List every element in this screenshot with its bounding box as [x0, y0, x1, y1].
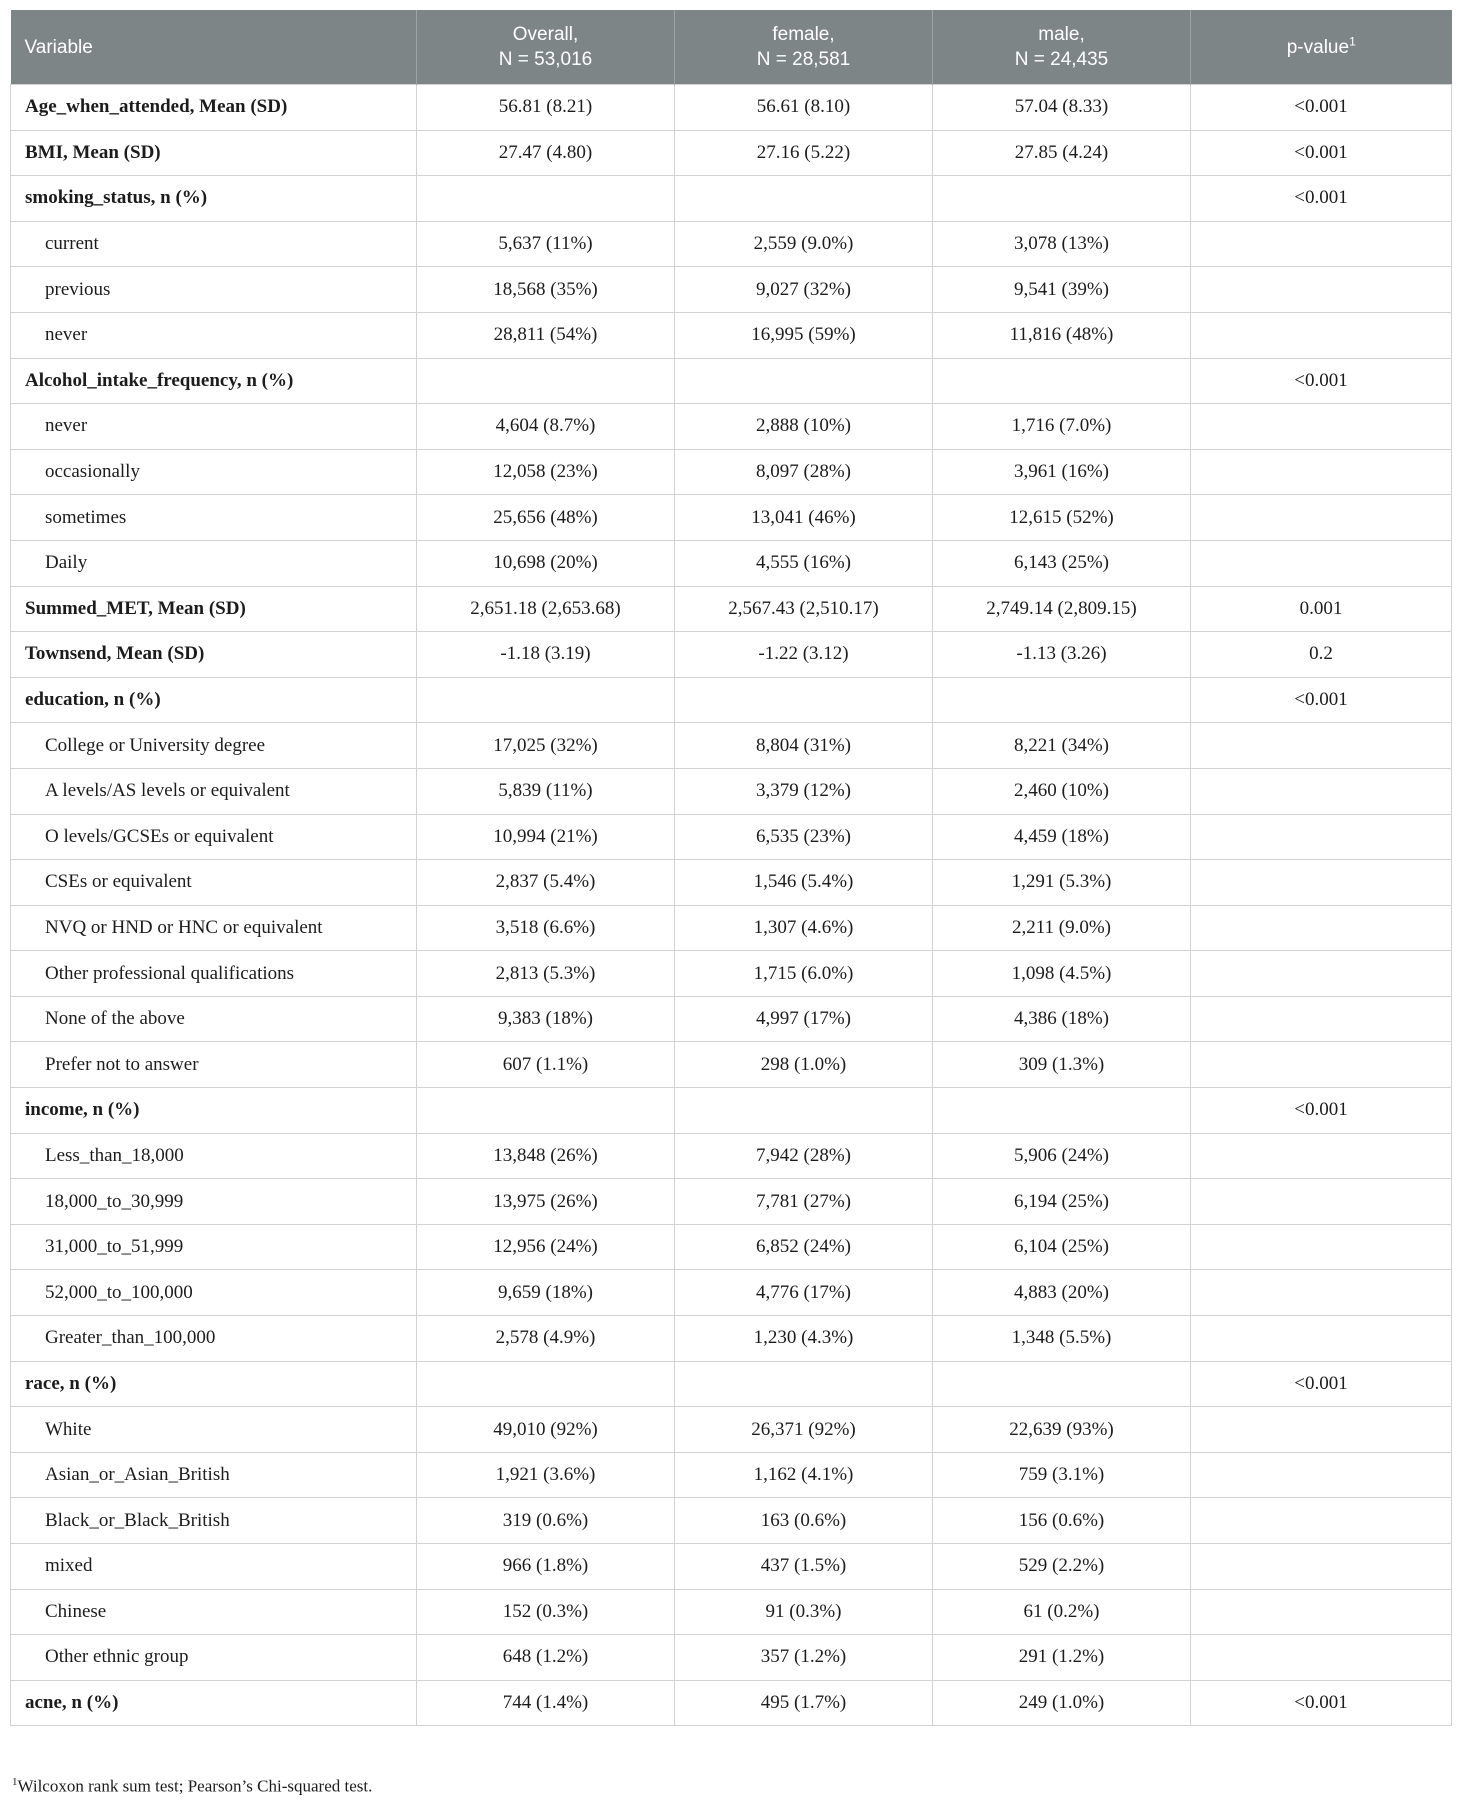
cell-male: 1,348 (5.5%): [933, 1316, 1191, 1362]
cell-male: [933, 677, 1191, 723]
cell-female: 1,546 (5.4%): [675, 860, 933, 906]
cell-overall: 28,811 (54%): [417, 312, 675, 358]
cell-male: 4,386 (18%): [933, 996, 1191, 1042]
table-row-category: [11, 1589, 1452, 1635]
column-header-variable-label: Variable: [24, 36, 93, 58]
cell-overall: [417, 176, 675, 222]
cell-male: 529 (2.2%): [933, 1544, 1191, 1590]
footnote-text: Wilcoxon rank sum test; Pearson’s Chi-squared test.: [17, 1776, 373, 1796]
table-row-variable-header: [11, 632, 1452, 678]
cell-pvalue: [1191, 951, 1452, 997]
column-header-female-line2: N = 28,581: [756, 49, 851, 70]
cell-variable: mixed: [11, 1544, 417, 1590]
cell-overall: 1,921 (3.6%): [417, 1452, 675, 1498]
cell-variable: previous: [11, 267, 417, 313]
cell-variable: never: [11, 404, 417, 450]
cell-female: 4,997 (17%): [675, 996, 933, 1042]
cell-variable: current: [11, 221, 417, 267]
cell-pvalue: [1191, 1224, 1452, 1270]
cell-female: 8,804 (31%): [675, 723, 933, 769]
cell-overall: 607 (1.1%): [417, 1042, 675, 1088]
table-row-category: [11, 1498, 1452, 1544]
table-row-category: [11, 996, 1452, 1042]
cell-pvalue: [1191, 905, 1452, 951]
cell-female: [675, 1361, 933, 1407]
cell-variable: White: [11, 1407, 417, 1453]
cell-pvalue: [1191, 768, 1452, 814]
cell-overall: 5,839 (11%): [417, 768, 675, 814]
cell-pvalue: 0.001: [1191, 586, 1452, 632]
cell-pvalue: <0.001: [1191, 358, 1452, 404]
cell-variable: race, n (%): [11, 1361, 417, 1407]
cell-variable: acne, n (%): [11, 1680, 417, 1726]
cell-male: 291 (1.2%): [933, 1635, 1191, 1681]
cell-overall: [417, 1361, 675, 1407]
table-row-category: [11, 1224, 1452, 1270]
cell-female: [675, 358, 933, 404]
cell-overall: 25,656 (48%): [417, 495, 675, 541]
column-header-pvalue-label: p-value: [1286, 36, 1350, 58]
table-row-category: [11, 495, 1452, 541]
cell-pvalue: [1191, 1407, 1452, 1453]
cell-male: 6,143 (25%): [933, 540, 1191, 586]
cell-male: 2,211 (9.0%): [933, 905, 1191, 951]
cell-female: 1,307 (4.6%): [675, 905, 933, 951]
cell-overall: 49,010 (92%): [417, 1407, 675, 1453]
cell-overall: 152 (0.3%): [417, 1589, 675, 1635]
cell-pvalue: <0.001: [1191, 677, 1452, 723]
cell-male: 2,749.14 (2,809.15): [933, 586, 1191, 632]
table-row-variable-header: [11, 586, 1452, 632]
cell-overall: 56.81 (8.21): [417, 85, 675, 131]
cell-overall: 648 (1.2%): [417, 1635, 675, 1681]
cell-male: 3,078 (13%): [933, 221, 1191, 267]
cell-pvalue: [1191, 723, 1452, 769]
cell-pvalue: [1191, 1452, 1452, 1498]
cell-variable: sometimes: [11, 495, 417, 541]
cell-variable: Alcohol_intake_frequency, n (%): [11, 358, 417, 404]
cell-variable: CSEs or equivalent: [11, 860, 417, 906]
table-row-variable-header: [11, 85, 1452, 131]
cell-female: 4,776 (17%): [675, 1270, 933, 1316]
table-row-category: [11, 540, 1452, 586]
table-row-category: [11, 404, 1452, 450]
column-header-pvalue-footnote-marker: 1: [1349, 34, 1356, 49]
cell-female: 495 (1.7%): [675, 1680, 933, 1726]
cell-pvalue: [1191, 1544, 1452, 1590]
cell-male: 3,961 (16%): [933, 449, 1191, 495]
table-row-variable-header: [11, 1361, 1452, 1407]
cell-pvalue: [1191, 1179, 1452, 1225]
cell-female: 13,041 (46%): [675, 495, 933, 541]
cell-variable: Prefer not to answer: [11, 1042, 417, 1088]
cell-male: 6,104 (25%): [933, 1224, 1191, 1270]
cell-overall: 9,659 (18%): [417, 1270, 675, 1316]
column-header-female-line1: female,: [772, 24, 835, 45]
cell-female: 1,230 (4.3%): [675, 1316, 933, 1362]
cell-variable: None of the above: [11, 996, 417, 1042]
cell-overall: [417, 677, 675, 723]
cell-female: [675, 677, 933, 723]
cell-variable: 31,000_to_51,999: [11, 1224, 417, 1270]
column-header-pvalue: [1191, 10, 1452, 85]
cell-pvalue: <0.001: [1191, 1088, 1452, 1134]
table-row-category: [11, 221, 1452, 267]
cell-pvalue: [1191, 1042, 1452, 1088]
cell-variable: NVQ or HND or HNC or equivalent: [11, 905, 417, 951]
cell-female: 6,852 (24%): [675, 1224, 933, 1270]
cell-pvalue: [1191, 1635, 1452, 1681]
cell-female: 7,942 (28%): [675, 1133, 933, 1179]
cell-pvalue: [1191, 1270, 1452, 1316]
column-header-male: [933, 10, 1191, 85]
demographics-table: [10, 10, 1452, 1726]
cell-pvalue: [1191, 1133, 1452, 1179]
cell-female: 26,371 (92%): [675, 1407, 933, 1453]
cell-variable: BMI, Mean (SD): [11, 130, 417, 176]
cell-variable: A levels/AS levels or equivalent: [11, 768, 417, 814]
cell-overall: 12,058 (23%): [417, 449, 675, 495]
table-row-category: [11, 1316, 1452, 1362]
cell-male: [933, 1088, 1191, 1134]
cell-variable: O levels/GCSEs or equivalent: [11, 814, 417, 860]
cell-variable: 52,000_to_100,000: [11, 1270, 417, 1316]
cell-pvalue: [1191, 449, 1452, 495]
table-row-variable-header: [11, 1088, 1452, 1134]
cell-female: -1.22 (3.12): [675, 632, 933, 678]
cell-female: 298 (1.0%): [675, 1042, 933, 1088]
table-row-category: [11, 267, 1452, 313]
header-row: [11, 10, 1452, 85]
cell-female: 16,995 (59%): [675, 312, 933, 358]
table-body: [11, 85, 1452, 1726]
cell-female: 437 (1.5%): [675, 1544, 933, 1590]
table-header: [11, 10, 1452, 85]
column-header-overall: [417, 10, 675, 85]
table-row-category: [11, 723, 1452, 769]
table-row-category: [11, 951, 1452, 997]
column-header-female: [675, 10, 933, 85]
cell-female: 56.61 (8.10): [675, 85, 933, 131]
table-row-variable-header: [11, 130, 1452, 176]
cell-male: 61 (0.2%): [933, 1589, 1191, 1635]
cell-male: 27.85 (4.24): [933, 130, 1191, 176]
cell-female: 91 (0.3%): [675, 1589, 933, 1635]
cell-overall: 2,813 (5.3%): [417, 951, 675, 997]
cell-pvalue: <0.001: [1191, 85, 1452, 131]
cell-overall: 3,518 (6.6%): [417, 905, 675, 951]
column-header-overall-line1: Overall,: [512, 24, 579, 45]
cell-female: 8,097 (28%): [675, 449, 933, 495]
cell-variable: Townsend, Mean (SD): [11, 632, 417, 678]
cell-male: 8,221 (34%): [933, 723, 1191, 769]
cell-variable: Black_or_Black_British: [11, 1498, 417, 1544]
cell-overall: 2,578 (4.9%): [417, 1316, 675, 1362]
cell-female: 7,781 (27%): [675, 1179, 933, 1225]
cell-pvalue: 0.2: [1191, 632, 1452, 678]
cell-pvalue: [1191, 404, 1452, 450]
cell-variable: Summed_MET, Mean (SD): [11, 586, 417, 632]
cell-female: 357 (1.2%): [675, 1635, 933, 1681]
cell-male: 9,541 (39%): [933, 267, 1191, 313]
cell-male: 12,615 (52%): [933, 495, 1191, 541]
table-row-category: [11, 768, 1452, 814]
cell-variable: education, n (%): [11, 677, 417, 723]
cell-male: 4,883 (20%): [933, 1270, 1191, 1316]
cell-overall: 966 (1.8%): [417, 1544, 675, 1590]
cell-female: 163 (0.6%): [675, 1498, 933, 1544]
cell-male: 5,906 (24%): [933, 1133, 1191, 1179]
cell-pvalue: [1191, 221, 1452, 267]
cell-male: 1,291 (5.3%): [933, 860, 1191, 906]
table-row-category: [11, 1133, 1452, 1179]
table-row-category: [11, 449, 1452, 495]
cell-female: 3,379 (12%): [675, 768, 933, 814]
cell-overall: 27.47 (4.80): [417, 130, 675, 176]
cell-female: [675, 176, 933, 222]
table-row-category: [11, 1042, 1452, 1088]
cell-pvalue: [1191, 814, 1452, 860]
cell-pvalue: [1191, 312, 1452, 358]
cell-variable: occasionally: [11, 449, 417, 495]
cell-variable: smoking_status, n (%): [11, 176, 417, 222]
cell-male: 1,098 (4.5%): [933, 951, 1191, 997]
cell-variable: income, n (%): [11, 1088, 417, 1134]
cell-variable: Other professional qualifications: [11, 951, 417, 997]
cell-male: 2,460 (10%): [933, 768, 1191, 814]
cell-female: 2,567.43 (2,510.17): [675, 586, 933, 632]
cell-pvalue: <0.001: [1191, 176, 1452, 222]
column-header-variable: [11, 10, 417, 85]
column-header-male-line2: N = 24,435: [1014, 49, 1109, 70]
cell-female: 2,888 (10%): [675, 404, 933, 450]
cell-male: 309 (1.3%): [933, 1042, 1191, 1088]
cell-female: [675, 1088, 933, 1134]
cell-male: 22,639 (93%): [933, 1407, 1191, 1453]
cell-variable: Age_when_attended, Mean (SD): [11, 85, 417, 131]
table-footnote: [12, 1776, 372, 1797]
column-header-male-line1: male,: [1038, 24, 1085, 45]
cell-female: 2,559 (9.0%): [675, 221, 933, 267]
cell-overall: 10,994 (21%): [417, 814, 675, 860]
table-row-category: [11, 1452, 1452, 1498]
cell-pvalue: [1191, 267, 1452, 313]
cell-male: 57.04 (8.33): [933, 85, 1191, 131]
cell-male: 6,194 (25%): [933, 1179, 1191, 1225]
cell-pvalue: [1191, 540, 1452, 586]
cell-pvalue: [1191, 860, 1452, 906]
footnote-marker: 1: [12, 1776, 18, 1788]
cell-male: 4,459 (18%): [933, 814, 1191, 860]
cell-variable: Other ethnic group: [11, 1635, 417, 1681]
table-row-category: [11, 1407, 1452, 1453]
cell-overall: 744 (1.4%): [417, 1680, 675, 1726]
table-row-category: [11, 1635, 1452, 1681]
cell-female: 4,555 (16%): [675, 540, 933, 586]
cell-male: 759 (3.1%): [933, 1452, 1191, 1498]
demographics-table-container: [10, 10, 1451, 1726]
cell-pvalue: [1191, 1316, 1452, 1362]
cell-overall: 2,651.18 (2,653.68): [417, 586, 675, 632]
cell-female: 6,535 (23%): [675, 814, 933, 860]
cell-pvalue: [1191, 1589, 1452, 1635]
cell-variable: never: [11, 312, 417, 358]
cell-overall: 17,025 (32%): [417, 723, 675, 769]
table-row-category: [11, 312, 1452, 358]
cell-variable: Chinese: [11, 1589, 417, 1635]
cell-overall: 10,698 (20%): [417, 540, 675, 586]
cell-male: -1.13 (3.26): [933, 632, 1191, 678]
cell-pvalue: [1191, 996, 1452, 1042]
cell-variable: Asian_or_Asian_British: [11, 1452, 417, 1498]
table-row-variable-header: [11, 176, 1452, 222]
cell-male: 1,716 (7.0%): [933, 404, 1191, 450]
cell-female: 27.16 (5.22): [675, 130, 933, 176]
table-row-category: [11, 1179, 1452, 1225]
cell-overall: 319 (0.6%): [417, 1498, 675, 1544]
table-row-category: [11, 814, 1452, 860]
cell-male: 11,816 (48%): [933, 312, 1191, 358]
cell-overall: -1.18 (3.19): [417, 632, 675, 678]
cell-pvalue: [1191, 495, 1452, 541]
cell-pvalue: <0.001: [1191, 1361, 1452, 1407]
cell-overall: 2,837 (5.4%): [417, 860, 675, 906]
cell-male: 156 (0.6%): [933, 1498, 1191, 1544]
cell-overall: [417, 1088, 675, 1134]
cell-variable: Daily: [11, 540, 417, 586]
table-row-category: [11, 860, 1452, 906]
cell-pvalue: <0.001: [1191, 130, 1452, 176]
cell-overall: 18,568 (35%): [417, 267, 675, 313]
cell-overall: 5,637 (11%): [417, 221, 675, 267]
cell-variable: Less_than_18,000: [11, 1133, 417, 1179]
cell-overall: 9,383 (18%): [417, 996, 675, 1042]
cell-overall: 13,848 (26%): [417, 1133, 675, 1179]
table-row-variable-header: [11, 1680, 1452, 1726]
cell-pvalue: <0.001: [1191, 1680, 1452, 1726]
table-row-category: [11, 1544, 1452, 1590]
cell-male: [933, 176, 1191, 222]
cell-overall: 13,975 (26%): [417, 1179, 675, 1225]
cell-variable: 18,000_to_30,999: [11, 1179, 417, 1225]
table-row-variable-header: [11, 677, 1452, 723]
cell-overall: 4,604 (8.7%): [417, 404, 675, 450]
cell-overall: 12,956 (24%): [417, 1224, 675, 1270]
table-row-variable-header: [11, 358, 1452, 404]
table-row-category: [11, 1270, 1452, 1316]
cell-variable: Greater_than_100,000: [11, 1316, 417, 1362]
cell-female: 1,162 (4.1%): [675, 1452, 933, 1498]
cell-male: 249 (1.0%): [933, 1680, 1191, 1726]
cell-female: 9,027 (32%): [675, 267, 933, 313]
cell-variable: College or University degree: [11, 723, 417, 769]
column-header-overall-line2: N = 53,016: [498, 49, 593, 70]
cell-male: [933, 1361, 1191, 1407]
cell-male: [933, 358, 1191, 404]
cell-pvalue: [1191, 1498, 1452, 1544]
cell-female: 1,715 (6.0%): [675, 951, 933, 997]
cell-overall: [417, 358, 675, 404]
table-row-category: [11, 905, 1452, 951]
